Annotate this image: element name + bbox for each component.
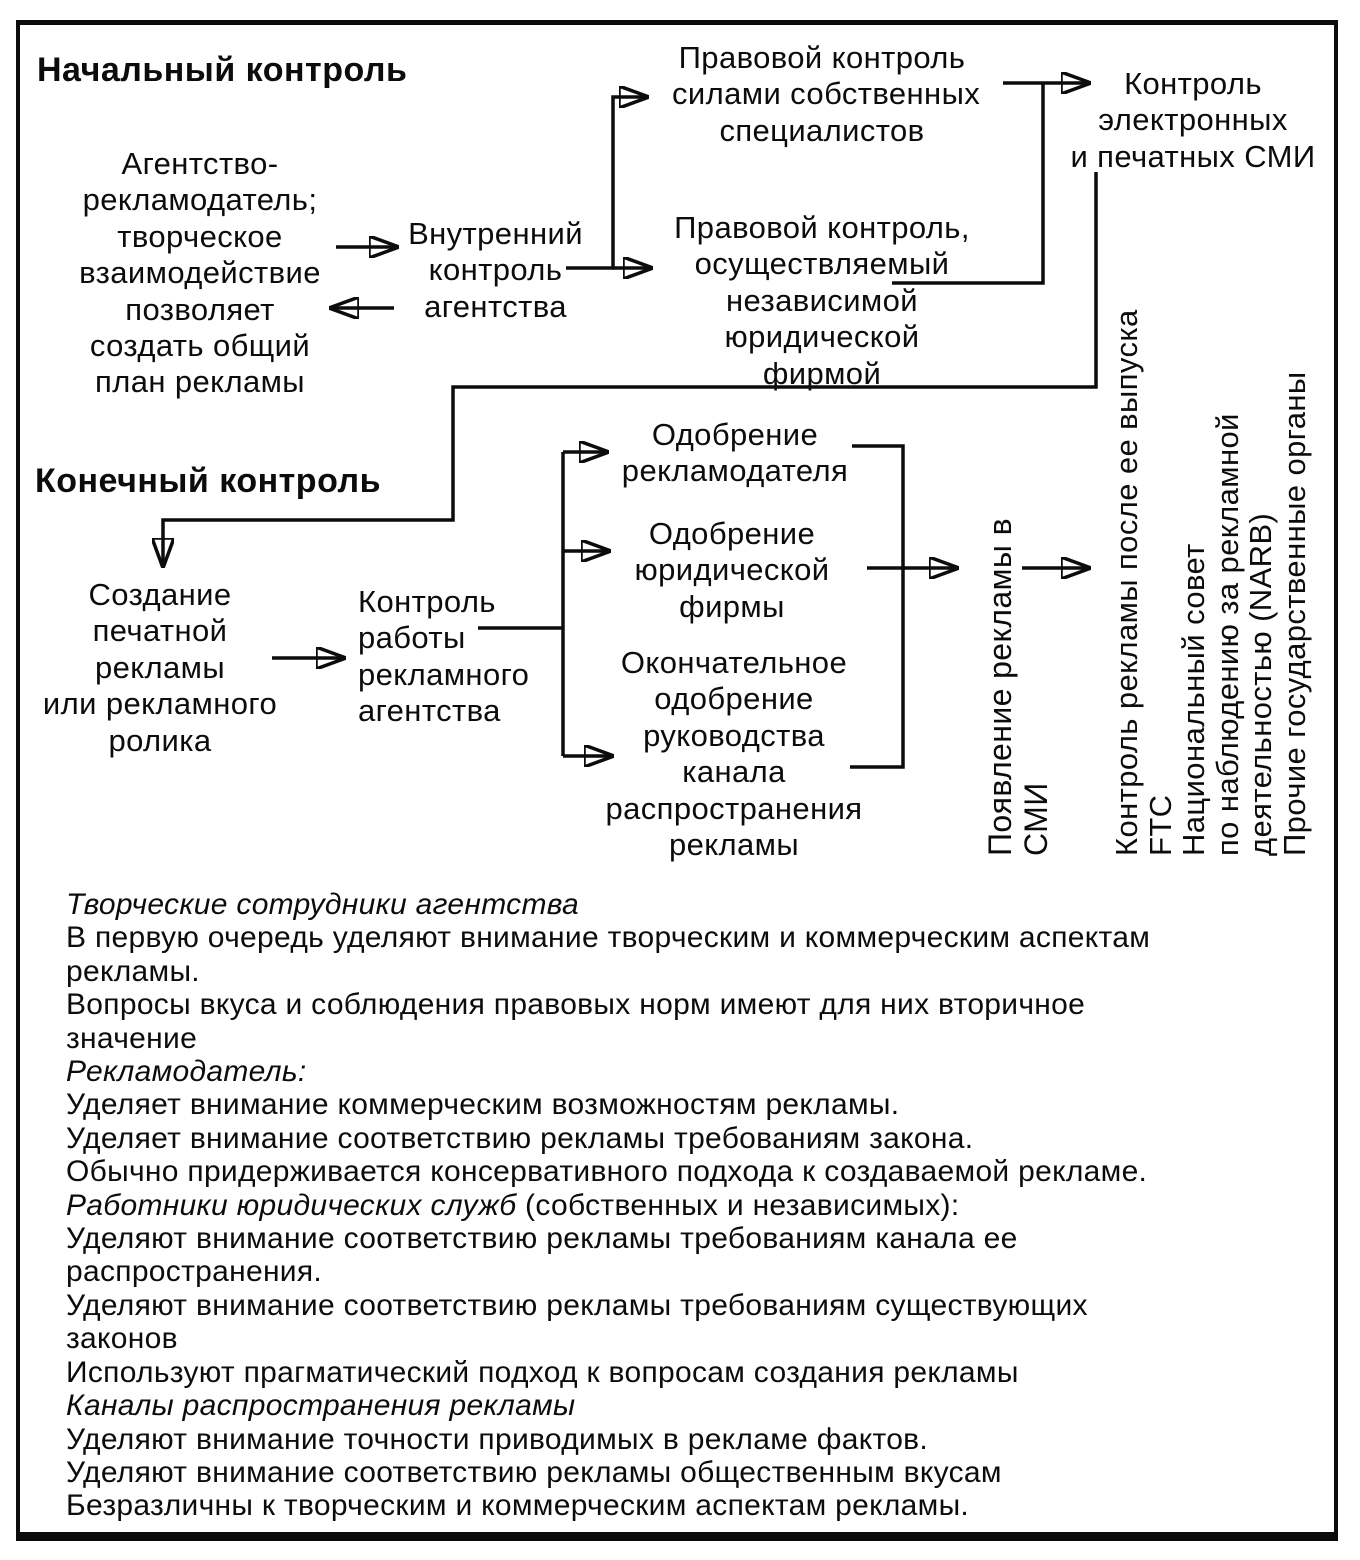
text-line: Создание: [88, 577, 232, 612]
text-line: осуществляемый: [694, 246, 950, 282]
text-run: рекламы.: [66, 954, 200, 988]
node-legal-firm-approval: [607, 516, 857, 625]
text-run: Обычно придерживается консервативного подхода к создаваемой рекламе.: [66, 1155, 1148, 1189]
text-line: Внутренний: [408, 216, 583, 251]
text-line: независимой: [725, 282, 918, 318]
node-ad-creation: [40, 577, 280, 759]
text-line: работы: [358, 620, 466, 656]
text-line: [66, 1489, 1150, 1522]
text-line: [66, 1389, 1150, 1422]
node-channel-management-approval: [593, 645, 875, 863]
text-line: [66, 921, 1150, 954]
text-run: Безразличны к творческим и коммерческим аспектам рекламы.: [66, 1489, 970, 1523]
text-line: печатной: [92, 613, 228, 649]
section-title-initial-control: Начальный контроль: [37, 51, 408, 89]
text-line: фирмы: [679, 588, 785, 624]
text-line: агентства: [358, 693, 501, 729]
text-run: В первую очередь уделяют внимание творческим и коммерческим аспектам: [66, 921, 1151, 955]
italic-text-run: Работники юридических служб: [66, 1188, 517, 1222]
text-line: Окончательное: [620, 645, 848, 680]
text-line: [66, 1088, 1150, 1121]
text-line: агентства: [424, 288, 567, 324]
text-line: электронных: [1098, 102, 1288, 138]
text-line: FTC: [1142, 794, 1178, 856]
text-run: распространения.: [66, 1255, 323, 1289]
text-line: рекламодатель;: [82, 182, 318, 218]
text-line: [66, 1255, 1150, 1288]
text-line: [66, 1222, 1150, 1255]
text-line: [66, 1022, 1150, 1055]
text-line: взаимодействие: [79, 255, 321, 291]
text-line: [66, 1456, 1150, 1489]
text-line: юридической: [634, 552, 830, 588]
italic-text-run: Творческие сотрудники агентства: [66, 888, 580, 921]
text-line: ролика: [108, 722, 212, 758]
vertical-label-media-appearance: Появление рекламы в СМИ: [982, 517, 1054, 856]
text-line: Контроль: [1124, 66, 1262, 101]
text-line: специалистов: [719, 112, 925, 148]
text-line: рекламодателя: [621, 453, 849, 489]
text-line: Контроль: [358, 584, 496, 619]
text-line: [66, 1189, 1150, 1222]
italic-text-run: Каналы распространения рекламы: [66, 1389, 576, 1423]
text-line: [66, 1122, 1150, 1155]
text-line: Одобрение: [651, 417, 819, 452]
text-line: [66, 888, 1150, 921]
text-line: план рекламы: [95, 364, 305, 400]
text-run: законов: [66, 1322, 178, 1356]
text-line: одобрение: [654, 681, 814, 717]
text-line: контроль: [428, 252, 563, 288]
text-line: руководства: [643, 717, 825, 753]
text-run: Уделяют внимание соответствию рекламы требованиям существующих: [66, 1288, 1088, 1322]
text-line: Национальный совет: [1176, 543, 1211, 856]
node-internal-agency-control: [398, 216, 593, 325]
text-line: [66, 955, 1150, 988]
text-line: или рекламного: [42, 686, 278, 722]
text-run: Используют прагматический подход к вопросам создания рекламы: [66, 1355, 1019, 1389]
text-run: Вопросы вкуса и соблюдения правовых норм имеют для них вторичное: [66, 988, 1086, 1022]
text-line: рекламы: [94, 649, 226, 685]
text-run: Уделяет внимание коммерческим возможностям рекламы.: [66, 1088, 900, 1122]
text-line: силами собственных: [672, 76, 981, 112]
node-advertiser-approval: [610, 417, 860, 490]
text-line: Агентство-: [121, 146, 279, 181]
text-line: по наблюдению за рекламной: [1209, 413, 1245, 856]
text-line: фирмой: [762, 355, 882, 391]
text-line: творческое: [117, 218, 283, 254]
text-line: и печатных СМИ: [1070, 138, 1316, 174]
text-line: Правовой контроль,: [674, 210, 970, 245]
node-electronic-print-media-control: [1062, 66, 1324, 175]
text-line: [66, 1356, 1150, 1389]
text-run: Уделяют внимание соответствию рекламы общественным вкусам: [66, 1455, 1002, 1489]
text-line: рекламного: [358, 656, 530, 692]
text-line: юридической: [724, 319, 920, 355]
text-run: Уделяют внимание точности приводимых в рекламе фактов.: [66, 1422, 929, 1456]
text-run: значение: [66, 1021, 198, 1055]
vertical-label-post-release-control: [1110, 309, 1311, 856]
text-line: канала: [682, 754, 786, 790]
text-line: деятельностью (NARB): [1243, 512, 1278, 856]
text-line: [66, 1055, 1150, 1088]
node-agency-advertiser: [40, 146, 360, 401]
text-line: Одобрение: [648, 516, 816, 551]
text-run: (собственных и независимых):: [516, 1188, 960, 1222]
text-line: [66, 988, 1150, 1021]
text-line: [66, 1423, 1150, 1456]
node-legal-control-own-specialists: [672, 40, 981, 149]
text-line: распространения: [605, 790, 863, 826]
legend-notes: [66, 888, 1150, 1523]
text-line: Правовой контроль: [678, 40, 966, 75]
text-line: создать общий: [89, 328, 311, 364]
text-run: Уделяет внимание соответствию рекламы требованиям закона.: [66, 1121, 974, 1155]
text-run: Уделяют внимание соответствию рекламы требованиям канала ее: [66, 1222, 1018, 1256]
text-line: Контроль рекламы после ее выпуска: [1109, 309, 1144, 856]
node-legal-control-independent-firm: [672, 210, 972, 392]
text-line: рекламы: [668, 827, 800, 863]
text-line: [66, 1155, 1150, 1188]
section-title-final-control: Конечный контроль: [35, 462, 381, 500]
text-line: [66, 1289, 1150, 1322]
node-agency-work-control: [358, 584, 578, 730]
text-line: Прочие государственные органы: [1276, 371, 1312, 856]
italic-text-run: Рекламодатель:: [66, 1055, 307, 1089]
text-line: [66, 1322, 1150, 1355]
text-line: позволяет: [125, 291, 275, 327]
